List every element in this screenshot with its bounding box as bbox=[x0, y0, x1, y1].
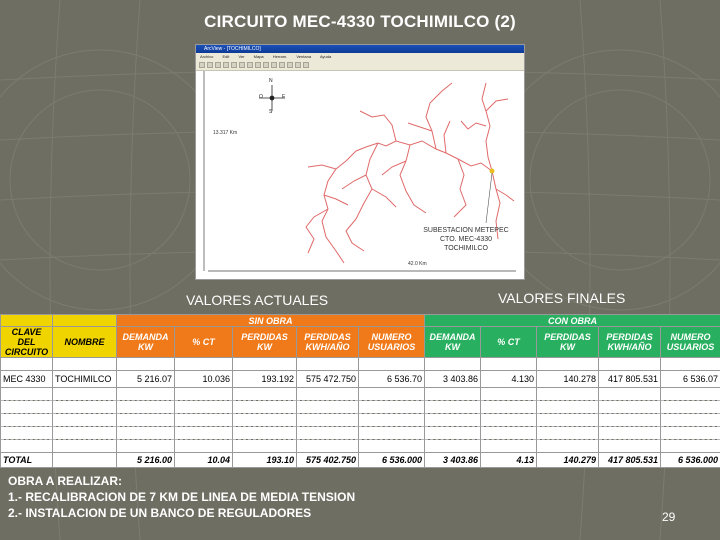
obra-item: 1.- RECALIBRACION DE 7 KM DE LINEA DE MEDIA TENSION bbox=[8, 490, 356, 504]
header-usuarios: NUMERO USUARIOS bbox=[359, 327, 425, 358]
cell-con-perdidas-kwh: 417 805.531 bbox=[599, 371, 661, 388]
menu-item[interactable]: Archivo bbox=[200, 54, 214, 59]
toolbar-button[interactable] bbox=[199, 62, 205, 68]
scale-label: 42.0 Km bbox=[408, 261, 427, 267]
toolbar-button[interactable] bbox=[247, 62, 253, 68]
slide-title: CIRCUITO MEC-4330 TOCHIMILCO (2) bbox=[204, 12, 516, 31]
cell-total-label: TOTAL bbox=[1, 453, 53, 468]
cell-sin-demanda: 5 216.07 bbox=[117, 371, 175, 388]
spacer-row bbox=[1, 388, 720, 401]
band-sin-obra: SIN OBRA bbox=[117, 315, 425, 327]
cell-sin-perdidas-kwh: 575 472.750 bbox=[297, 371, 359, 388]
total-row bbox=[1, 453, 720, 468]
cell-nombre: TOCHIMILCO bbox=[53, 371, 117, 388]
cell-total-con-perdidas-kw: 140.279 bbox=[537, 453, 599, 468]
cell-total-sin-demanda: 5 216.00 bbox=[117, 453, 175, 468]
header-usuarios: NUMERO USUARIOS bbox=[661, 327, 720, 358]
cell-sin-pct: 10.036 bbox=[175, 371, 233, 388]
cell-clave: MEC 4330 bbox=[1, 371, 53, 388]
menu-item[interactable]: Ventana bbox=[296, 54, 312, 59]
toolbar-button[interactable] bbox=[207, 62, 213, 68]
cell-sin-usuarios: 6 536.70 bbox=[359, 371, 425, 388]
band-con-obra: CON OBRA bbox=[425, 315, 720, 327]
toolbar-button[interactable] bbox=[295, 62, 301, 68]
menu-item[interactable]: Ver bbox=[238, 54, 245, 59]
obra-heading: OBRA A REALIZAR: bbox=[8, 474, 122, 488]
spacer-row bbox=[1, 358, 720, 371]
band-cell bbox=[53, 315, 117, 327]
header-perdidas-kwh: PERDIDAS KWH/AÑO bbox=[599, 327, 661, 358]
toolbar-button[interactable] bbox=[231, 62, 237, 68]
cell-total-sin-usuarios: 6 536.000 bbox=[359, 453, 425, 468]
header-row bbox=[1, 327, 720, 358]
label-valores-actuales: VALORES ACTUALES bbox=[186, 292, 329, 308]
spacer-row bbox=[1, 427, 720, 440]
cell-total-con-usuarios: 6 536.000 bbox=[661, 453, 720, 468]
header-demanda: DEMANDA KW bbox=[425, 327, 481, 358]
cell-con-pct: 4.130 bbox=[481, 371, 537, 388]
toolbar-button[interactable] bbox=[287, 62, 293, 68]
substation-label-line: SUBESTACION METEPEC bbox=[423, 227, 509, 234]
header-pct: % CT bbox=[481, 327, 537, 358]
label-valores-finales: VALORES FINALES bbox=[498, 290, 626, 306]
header-perdidas-kwh: PERDIDAS KWH/AÑO bbox=[297, 327, 359, 358]
cell-total-con-pct: 4.13 bbox=[481, 453, 537, 468]
map-window-toolbar bbox=[196, 60, 524, 71]
substation-label bbox=[414, 226, 518, 253]
cell-total-empty bbox=[53, 453, 117, 468]
menu-item[interactable]: Mapa bbox=[253, 54, 264, 59]
page-number: 29 bbox=[662, 510, 676, 524]
band-row bbox=[1, 315, 720, 327]
toolbar-button[interactable] bbox=[215, 62, 221, 68]
header-perdidas-kw: PERDIDAS KW bbox=[537, 327, 599, 358]
spacer-row bbox=[1, 401, 720, 414]
cell-con-demanda: 3 403.86 bbox=[425, 371, 481, 388]
map-window-titlebar: ArcView - [TOCHIMILCO] bbox=[196, 45, 524, 53]
toolbar-button[interactable] bbox=[239, 62, 245, 68]
substation-label-line: CTO. MEC-4330 bbox=[440, 236, 492, 243]
map-window-menubar bbox=[196, 53, 524, 60]
toolbar-button[interactable] bbox=[303, 62, 309, 68]
substation-marker bbox=[490, 169, 495, 174]
band-cell bbox=[1, 315, 53, 327]
cell-total-sin-perdidas-kw: 193.10 bbox=[233, 453, 297, 468]
circuit-values-table bbox=[0, 314, 720, 468]
substation-label-line: TOCHIMILCO bbox=[444, 245, 488, 252]
toolbar-button[interactable] bbox=[271, 62, 277, 68]
menu-item[interactable]: Herram. bbox=[272, 54, 288, 59]
menu-item[interactable]: Ayuda bbox=[319, 54, 332, 59]
toolbar-button[interactable] bbox=[223, 62, 229, 68]
map-window bbox=[195, 44, 525, 280]
header-perdidas-kw: PERDIDAS KW bbox=[233, 327, 297, 358]
cell-sin-perdidas-kw: 193.192 bbox=[233, 371, 297, 388]
cell-con-usuarios: 6 536.07 bbox=[661, 371, 720, 388]
compass-west: O bbox=[259, 94, 263, 100]
compass-south: S bbox=[269, 109, 273, 115]
scale-label: 13.317 Km bbox=[213, 130, 238, 136]
cell-total-sin-pct: 10.04 bbox=[175, 453, 233, 468]
compass-north: N bbox=[269, 78, 273, 84]
cell-total-sin-perdidas-kwh: 575 402.750 bbox=[297, 453, 359, 468]
cell-total-con-perdidas-kwh: 417 805.531 bbox=[599, 453, 661, 468]
toolbar-button[interactable] bbox=[263, 62, 269, 68]
cell-con-perdidas-kw: 140.278 bbox=[537, 371, 599, 388]
spacer-row bbox=[1, 440, 720, 453]
obra-block bbox=[8, 473, 355, 521]
compass-east: E bbox=[282, 94, 286, 100]
table-row bbox=[1, 371, 720, 388]
header-demanda: DEMANDA KW bbox=[117, 327, 175, 358]
toolbar-button[interactable] bbox=[279, 62, 285, 68]
header-clave: CLAVE DEL CIRCUITO bbox=[1, 327, 53, 358]
menu-item[interactable]: Edit bbox=[222, 54, 230, 59]
header-pct: % CT bbox=[175, 327, 233, 358]
header-nombre: NOMBRE bbox=[53, 327, 117, 358]
toolbar-button[interactable] bbox=[255, 62, 261, 68]
obra-item: 2.- INSTALACION DE UN BANCO DE REGULADORES bbox=[8, 506, 312, 520]
cell-total-con-demanda: 3 403.86 bbox=[425, 453, 481, 468]
spacer-row bbox=[1, 414, 720, 427]
